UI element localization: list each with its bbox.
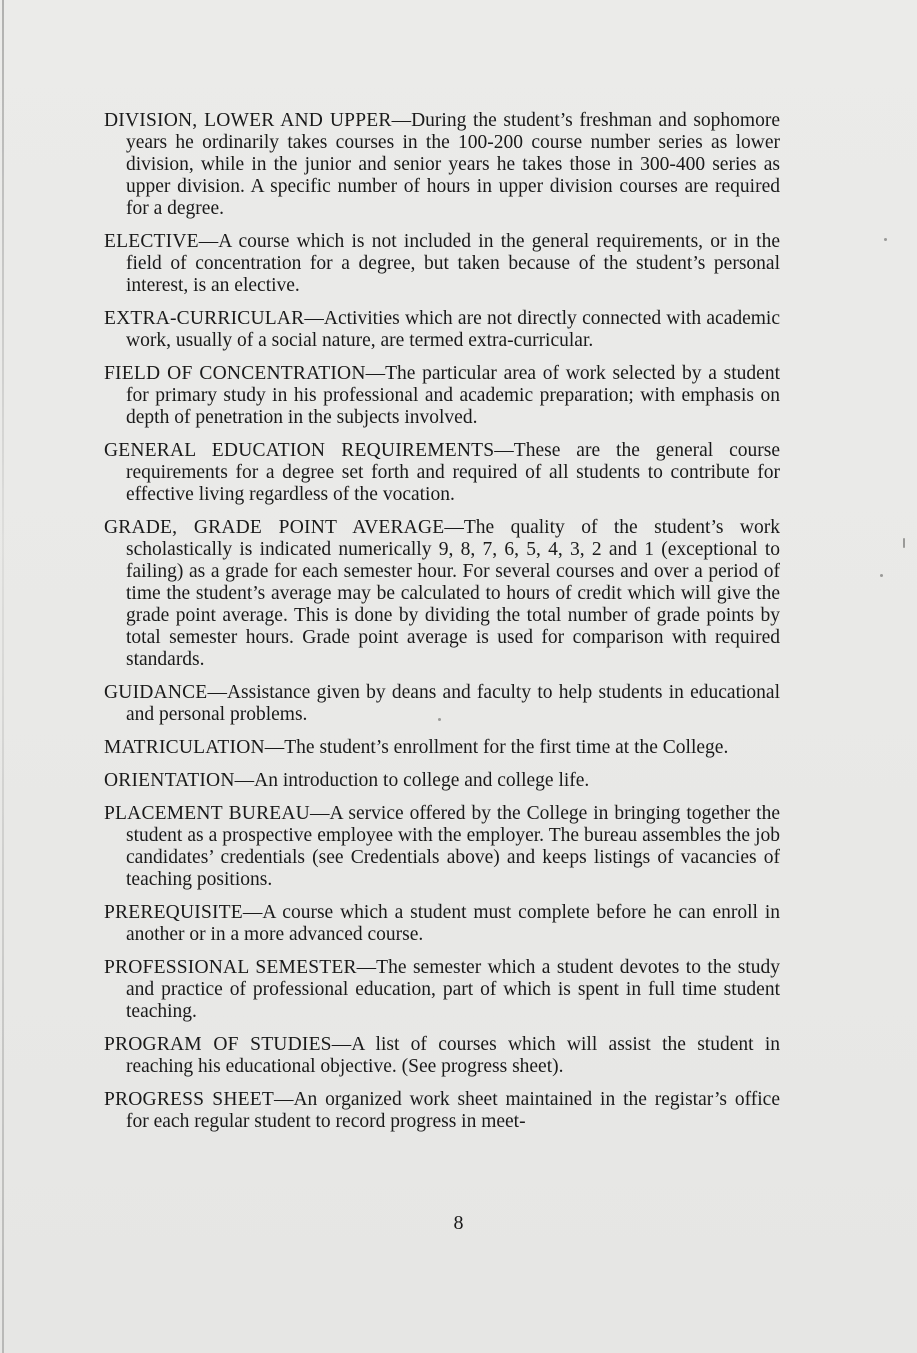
glossary-entry-field-of-concentration (104, 363, 780, 429)
page-edge-shadow (2, 0, 4, 1353)
glossary-term: ELECTIVE (104, 231, 199, 252)
page-number: 8 (453, 1212, 464, 1234)
glossary-definition: During the student’s freshman and sophomore years he ordinarily takes courses in the 100-200 course number series as lower division, while in the junior and senior years he takes those in 300-400 series as upper division. A specific number of hours in upper division courses are required for a degree. (126, 110, 780, 219)
glossary-entry-progress-sheet (104, 1089, 780, 1133)
em-dash: — (304, 308, 324, 329)
em-dash: — (356, 957, 377, 978)
glossary-term: DIVISION, LOWER AND UPPER (104, 110, 392, 131)
glossary-entry-matriculation (104, 737, 780, 759)
glossary-term: PROGRAM OF STUDIES (104, 1034, 332, 1055)
glossary-term: FIELD OF CONCENTRATION (104, 363, 366, 384)
em-dash: — (234, 770, 255, 791)
glossary-term: EXTRA-CURRICULAR (104, 308, 305, 329)
em-dash: — (331, 1034, 352, 1055)
glossary-term: ORIENTATION (104, 770, 235, 791)
glossary-entry-program-of-studies (104, 1034, 780, 1078)
glossary-entry-grade (104, 517, 780, 671)
scan-speck (884, 238, 887, 241)
glossary-entry-placement-bureau (104, 803, 780, 891)
glossary-definition: A course which is not included in the general requirements, or in the field of concentration for a degree, but taken because of the student’s personal interest, is an elective. (126, 231, 780, 296)
em-dash: — (207, 682, 227, 703)
glossary-entry-professional-semester (104, 957, 780, 1023)
glossary-entry-extra-curricular (104, 308, 780, 352)
glossary-entry-general-education (104, 440, 780, 506)
glossary-term: PROGRESS SHEET (104, 1089, 274, 1110)
glossary-entry-orientation (104, 770, 780, 792)
glossary-definition: Assistance given by deans and faculty to help students in educational and personal problems. (126, 682, 780, 725)
glossary-definition: A list of courses which will assist the student in reaching his educational objective. (See progress sheet). (126, 1034, 780, 1077)
scan-speck (903, 538, 905, 548)
glossary-definition: The quality of the student’s work scholastically is indicated numerically 9, 8, 7, 6, 5, 4, 3, 2 and 1 (exceptional to failing) as a grade for each semester hour. For several courses and over a period of time the student’s average may be calculated to hours of credit which will give the grade point average. This is done by dividing the total number of grade points by total semester hours. Grade point average is used for comparison with required standards. (126, 517, 780, 670)
em-dash: — (198, 231, 219, 252)
glossary-definition: A course which a student must complete before he can enroll in another or in a more advanced course. (126, 902, 780, 945)
em-dash: — (365, 363, 386, 384)
em-dash: — (444, 517, 464, 538)
glossary-entry-prerequisite (104, 902, 780, 946)
glossary-term: GENERAL EDUCATION REQUIREMENTS (104, 440, 495, 461)
glossary-definition: The student’s enrollment for the first time at the College. (284, 737, 729, 758)
scan-speck (880, 574, 883, 577)
glossary-definition: An introduction to college and college life. (254, 770, 590, 791)
glossary-entry-division (104, 110, 780, 220)
glossary-term: PLACEMENT BUREAU (104, 803, 310, 824)
em-dash: — (273, 1089, 294, 1110)
glossary-list (104, 110, 780, 1144)
em-dash: — (264, 737, 285, 758)
em-dash: — (309, 803, 330, 824)
glossary-entry-elective (104, 231, 780, 297)
glossary-term: PREREQUISITE (104, 902, 243, 923)
glossary-definition: An organized work sheet maintained in the registar’s office for each regular student to record progress in meet- (126, 1089, 780, 1132)
scan-speck (438, 718, 441, 721)
glossary-term: GUIDANCE (104, 682, 208, 703)
em-dash: — (494, 440, 514, 461)
em-dash: — (242, 902, 263, 923)
em-dash: — (391, 110, 412, 131)
glossary-entry-guidance (104, 682, 780, 726)
glossary-definition: These are the general course requirements for a degree set forth and required of all students to contribute for effective living regardless of the vocation. (126, 440, 780, 505)
glossary-definition: The semester which a student devotes to the study and practice of professional education, part of which is spent in full time student teaching. (126, 957, 780, 1022)
glossary-definition: Activities which are not directly connected with academic work, usually of a social nature, are termed extra-curricular. (126, 308, 780, 351)
glossary-definition: The particular area of work selected by a student for primary study in his professional and academic preparation; with emphasis on depth of penetration in the subjects involved. (126, 363, 780, 428)
glossary-term: GRADE, GRADE POINT AVERAGE (104, 517, 445, 538)
glossary-term: PROFESSIONAL SEMESTER (104, 957, 357, 978)
glossary-term: MATRICULATION (104, 737, 265, 758)
glossary-definition: A service offered by the College in bringing together the student as a prospective employee with the employer. The bureau assembles the job candidates’ credentials (see Credentials above) and keeps listings of vacancies of teaching positions. (126, 803, 780, 890)
